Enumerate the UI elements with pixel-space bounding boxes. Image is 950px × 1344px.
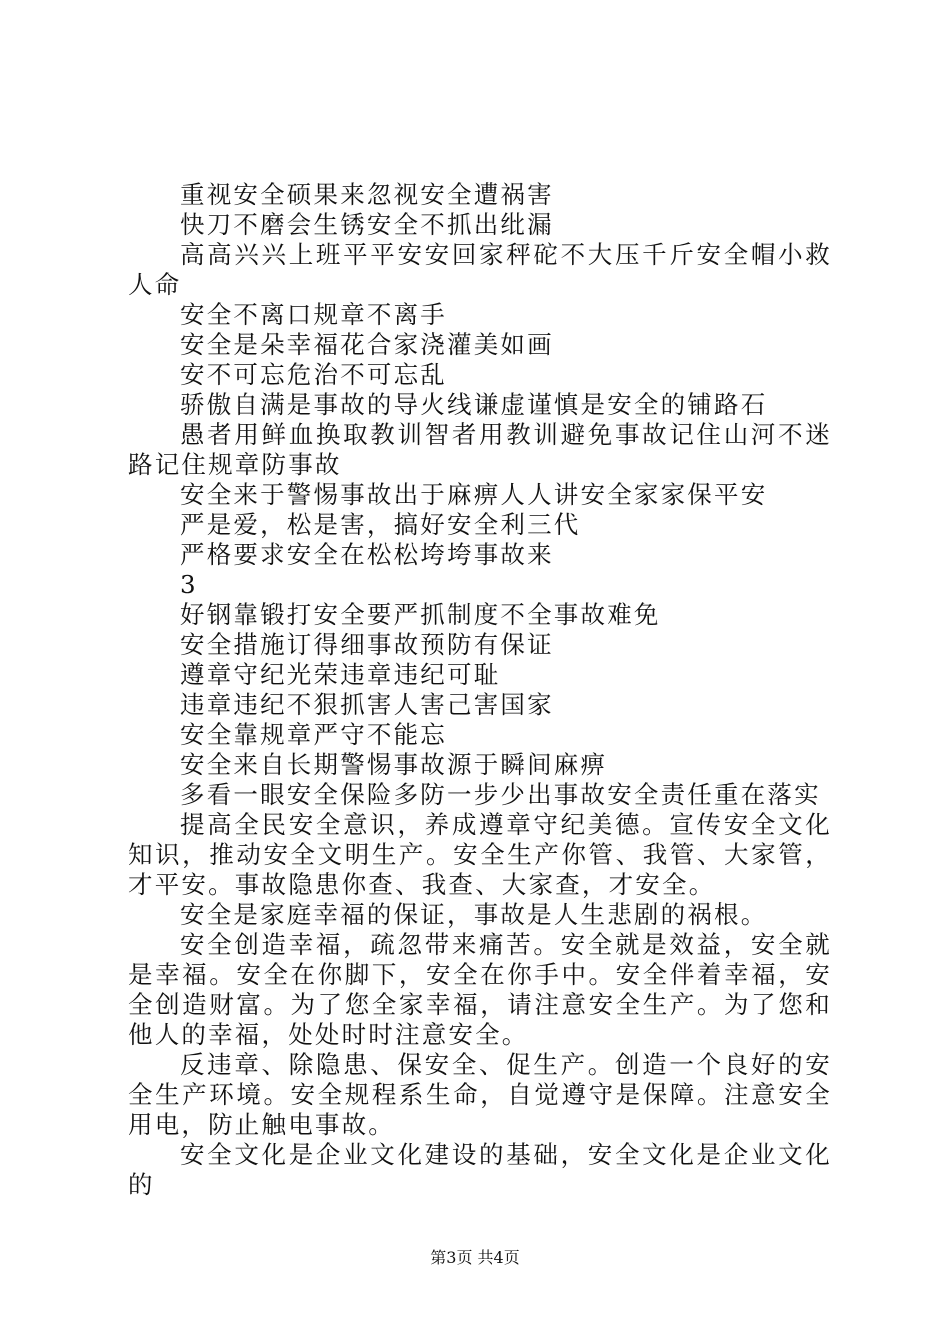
paragraph: 安全措施订得细事故预防有保证 (180, 630, 554, 659)
page-number-footer: 第3页 共4页 (430, 1248, 520, 1267)
paragraph: 反违章、除隐患、保安全、促生产。创造一个良好的安全生产环境。安全规程系生命，自觉遵守是保障。注意安全用电，防止触电事故。 (128, 1050, 832, 1139)
paragraph: 安全来自长期警惕事故源于瞬间麻痹 (180, 750, 608, 779)
paragraph: 安全来于警惕事故出于麻痹人人讲安全家家保平安 (180, 480, 768, 509)
paragraph: 好钢靠锻打安全要严抓制度不全事故难免 (180, 600, 661, 629)
document-body (128, 180, 832, 1200)
paragraph: 安全靠规章严守不能忘 (180, 720, 447, 749)
paragraph: 提高全民安全意识，养成遵章守纪美德。宣传安全文化知识，推动安全文明生产。安全生产你管、我管、大家管，才平安。事故隐患你查、我查、大家查，才安全。 (128, 810, 832, 899)
paragraph: 安全文化是企业文化建设的基础，安全文化是企业文化的 (128, 1140, 832, 1199)
paragraph: 安全是朵幸福花合家浇灌美如画 (180, 330, 554, 359)
paragraph: 快刀不磨会生锈安全不抓出纰漏 (180, 210, 554, 239)
paragraph: 遵章守纪光荣违章违纪可耻 (180, 660, 501, 689)
paragraph: 安全是家庭幸福的保证，事故是人生悲剧的祸根。 (180, 900, 768, 929)
paragraph: 高高兴兴上班平平安安回家秤砣不大压千斤安全帽小救人命 (128, 240, 832, 299)
paragraph: 愚者用鲜血换取教训智者用教训避免事故记住山河不迷路记住规章防事故 (128, 420, 832, 479)
paragraph: 严格要求安全在松松垮垮事故来 (180, 540, 554, 569)
paragraph: 严是爱，松是害，搞好安全利三代 (180, 510, 581, 539)
paragraph: 安不可忘危治不可忘乱 (180, 360, 447, 389)
paragraph: 3 (180, 570, 198, 599)
paragraph: 多看一眼安全保险多防一步少出事故安全责任重在落实 (180, 780, 821, 809)
paragraph: 重视安全硕果来忽视安全遭祸害 (180, 180, 554, 209)
paragraph: 安全创造幸福，疏忽带来痛苦。安全就是效益，安全就是幸福。安全在你脚下，安全在你手中。安全伴着幸福，安全创造财富。为了您全家幸福，请注意安全生产。为了您和他人的幸福，处处时时注意安全。 (128, 930, 832, 1049)
paragraph: 骄傲自满是事故的导火线谦虚谨慎是安全的铺路石 (180, 390, 768, 419)
paragraph: 安全不离口规章不离手 (180, 300, 447, 329)
paragraph: 违章违纪不狠抓害人害己害国家 (180, 690, 554, 719)
